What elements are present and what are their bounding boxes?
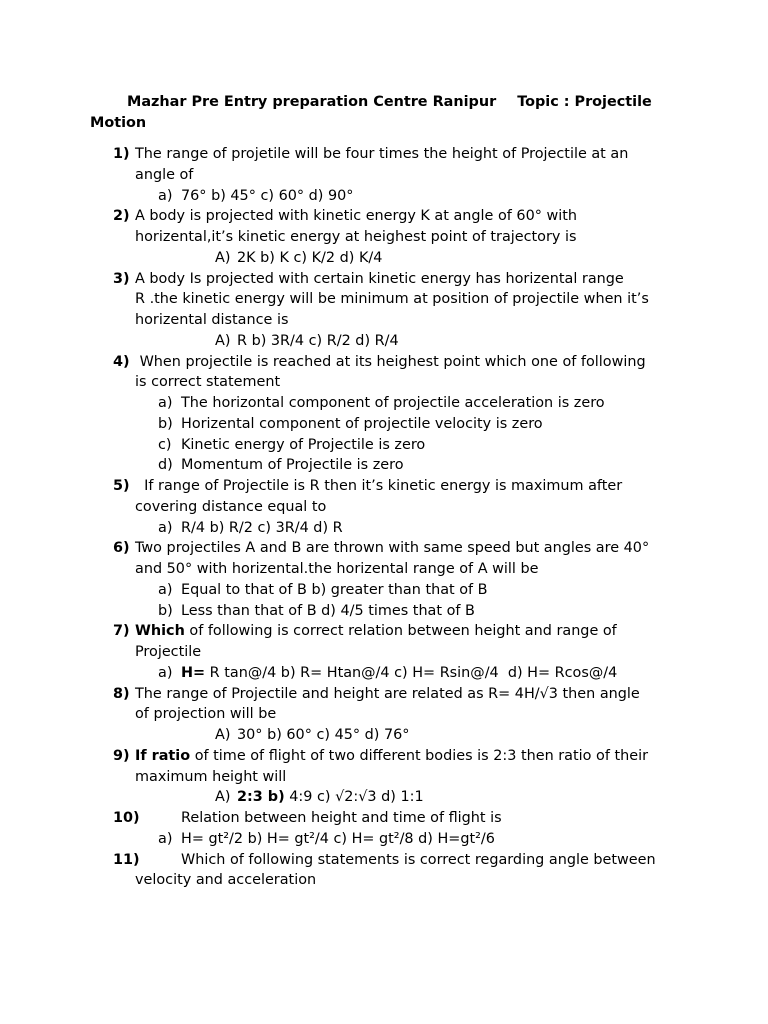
- option-label: a): [158, 581, 173, 598]
- option-label: d): [158, 457, 173, 474]
- option-row: [0, 580, 768, 601]
- option-row: [0, 248, 768, 269]
- option-row: [0, 518, 768, 539]
- option-text: Horizental component of projectile velocity is zero: [181, 415, 543, 432]
- option-label: A): [215, 332, 231, 349]
- option-row: [0, 725, 768, 746]
- question-text: and 50° with horizental.the horizental range of A will be: [135, 561, 539, 577]
- option-text: 4:9 c) √2:√3 d) 1:1: [284, 789, 424, 806]
- option-row: [0, 787, 768, 808]
- topic-label-continued: Motion: [90, 115, 147, 131]
- option-label: b): [158, 602, 173, 619]
- question-text: A body is projected with kinetic energy K at angle of 60° with: [135, 208, 578, 225]
- question-8: [0, 684, 768, 705]
- question-number: 10): [113, 810, 140, 826]
- option-row: [0, 455, 768, 476]
- option-label: A): [215, 249, 231, 266]
- option-row: [0, 829, 768, 850]
- question-number: 11): [113, 851, 140, 868]
- option-label: a): [158, 664, 173, 681]
- option-label: a): [158, 187, 173, 204]
- question-number: 3): [113, 270, 130, 287]
- option-text: H= gt²/2 b) H= gt²/4 c) H= gt²/8 d) H=gt²/6: [181, 830, 495, 847]
- document-header: [90, 92, 690, 134]
- question-number: 4): [113, 353, 130, 370]
- question-text: The range of Projectile and height are related as R= 4H/√3 then angle: [135, 685, 640, 702]
- option-label: a): [158, 519, 173, 536]
- centre-title: Mazhar Pre Entry preparation Centre Ranipur: [127, 94, 497, 110]
- question-bold-lead: Which: [135, 623, 185, 640]
- option-row: [0, 393, 768, 414]
- question-4: [0, 352, 768, 373]
- question-list: [0, 144, 768, 891]
- option-text: R/4 b) R/2 c) 3R/4 d) R: [181, 519, 343, 536]
- question-text: Two projectiles A and B are thrown with same speed but angles are 40°: [135, 540, 650, 557]
- option-label: a): [158, 830, 173, 847]
- question-text: When projectile is reached at its heighest point which one of following: [135, 353, 646, 370]
- question-2: [0, 206, 768, 227]
- question-text: horizental distance is: [135, 312, 289, 328]
- option-label: a): [158, 395, 173, 411]
- option-text: Momentum of Projectile is zero: [181, 457, 404, 474]
- question-9: [0, 746, 768, 767]
- question-1: [0, 144, 768, 165]
- question-text: The range of projetile will be four times the height of Projectile at an: [135, 146, 629, 162]
- question-text: horizental,it’s kinetic energy at heighest point of trajectory is: [135, 229, 577, 245]
- question-5: [0, 476, 768, 497]
- option-row: [0, 435, 768, 456]
- question-number: 7): [113, 623, 130, 640]
- option-text: Less than that of B d) 4/5 times that of B: [181, 602, 475, 619]
- option-row: [0, 414, 768, 435]
- option-bold-lead: H=: [181, 664, 206, 681]
- question-11: [0, 850, 768, 871]
- question-7: [0, 621, 768, 642]
- question-number: 2): [113, 208, 130, 225]
- option-label: b): [158, 415, 173, 432]
- option-text: 30° b) 60° c) 45° d) 76°: [237, 727, 410, 743]
- option-text: Kinetic energy of Projectile is zero: [181, 436, 426, 453]
- question-text: is correct statement: [135, 374, 281, 391]
- question-number: 8): [113, 685, 130, 702]
- question-text: covering distance equal to: [135, 498, 327, 515]
- question-number: 9): [113, 747, 130, 764]
- question-number: 6): [113, 540, 130, 557]
- question-text: Which of following statements is correct regarding angle between: [181, 851, 656, 868]
- question-10: [0, 808, 768, 829]
- question-6: [0, 538, 768, 559]
- question-text: of projection will be: [135, 706, 277, 723]
- option-row: [0, 601, 768, 622]
- question-text: If range of Projectile is R then it’s kinetic energy is maximum after: [135, 478, 623, 494]
- question-text: R .the kinetic energy will be minimum at position of projectile when it’s: [135, 291, 649, 308]
- question-3: [0, 269, 768, 290]
- topic-label: Topic : Projectile: [517, 94, 652, 110]
- option-text: 76° b) 45° c) 60° d) 90°: [181, 187, 354, 204]
- option-label: c): [158, 436, 172, 453]
- question-text: of following is correct relation between height and range of: [184, 623, 617, 640]
- option-text: R tan@/4 b) R= Htan@/4 c) H= Rsin@/4 d) H= Rcos@/4: [205, 664, 618, 681]
- question-text: of time of flight of two different bodies is 2:3 then ratio of their: [190, 747, 648, 764]
- option-bold-lead: 2:3 b): [237, 789, 285, 806]
- question-number: 1): [113, 146, 130, 162]
- question-number: 5): [113, 478, 130, 494]
- question-text: angle of: [135, 166, 194, 183]
- option-label: A): [215, 789, 231, 806]
- question-text: A body Is projected with certain kinetic energy has horizental range: [135, 270, 624, 287]
- option-text: R b) 3R/4 c) R/2 d) R/4: [237, 332, 399, 349]
- question-text: velocity and acceleration: [135, 872, 317, 889]
- question-text: maximum height will: [135, 768, 287, 785]
- question-text: Projectile: [135, 644, 202, 660]
- option-text: 2K b) K c) K/2 d) K/4: [237, 249, 383, 266]
- option-text: Equal to that of B b) greater than that of B: [181, 581, 488, 598]
- question-bold-lead: If ratio: [135, 747, 191, 764]
- option-row: [0, 663, 768, 684]
- option-row: [0, 331, 768, 352]
- option-row: [0, 186, 768, 207]
- option-text: The horizontal component of projectile acceleration is zero: [181, 395, 605, 411]
- question-text: Relation between height and time of flight is: [181, 810, 502, 826]
- option-label: A): [215, 727, 231, 743]
